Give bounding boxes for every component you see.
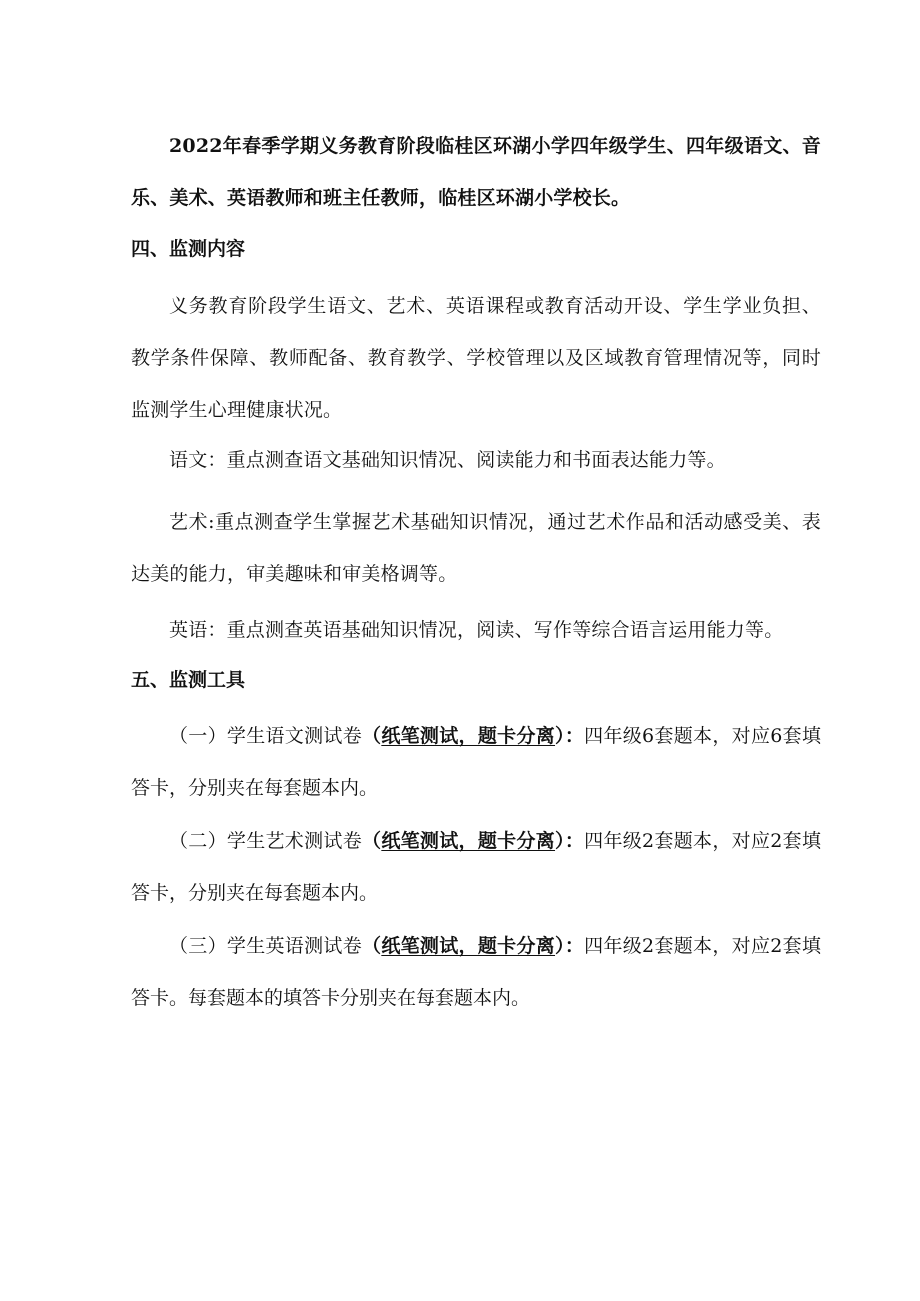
tool-item-prefix: （一）学生语文测试卷 xyxy=(169,725,363,747)
tool-item-chinese xyxy=(131,710,821,814)
tool-item-prefix: （三）学生英语测试卷 xyxy=(169,935,363,957)
chinese-monitoring-paragraph: 语文：重点测查语文基础知识情况、阅读能力和书面表达能力等。 xyxy=(169,449,726,471)
tool-item-close-paren: ）： xyxy=(555,830,585,852)
monitoring-overview-paragraph: 义务教育阶段学生语文、艺术、英语课程或教育活动开设、学生学业负担、教学条件保障、教师配备、教育教学、学校管理以及区域教育管理情况等，同时监测学生心理健康状况。 xyxy=(131,295,821,421)
tool-item-close-paren: ）： xyxy=(555,935,585,957)
tool-item-detail: 四年级2套题本，对应2套填答卡。每套题本的填答卡分别夹在每套题本内。 xyxy=(131,935,821,1009)
tool-item-close-paren: ）： xyxy=(555,725,585,747)
tool-item-detail: 四年级6套题本，对应6套填答卡，分别夹在每套题本内。 xyxy=(131,725,821,799)
tool-item-open-paren: （ xyxy=(362,725,382,747)
english-monitoring-paragraph: 英语：重点测查英语基础知识情况，阅读、写作等综合语言运用能力等。 xyxy=(169,619,784,641)
tool-item-emphasis: 纸笔测试，题卡分离 xyxy=(381,725,556,747)
tool-item-open-paren: （ xyxy=(362,935,382,957)
art-monitoring-paragraph: 艺术:重点测查学生掌握艺术基础知识情况，通过艺术作品和活动感受美、表达美的能力，审美趣味和审美格调等。 xyxy=(131,511,821,585)
intro-paragraph: 2022年春季学期义务教育阶段临桂区环湖小学四年级学生、四年级语文、音乐、美术、英语教师和班主任教师，临桂区环湖小学校长。 xyxy=(131,135,821,209)
tool-item-prefix: （二）学生艺术测试卷 xyxy=(169,830,363,852)
tool-item-detail: 四年级2套题本，对应2套填答卡，分别夹在每套题本内。 xyxy=(131,830,821,904)
section-4-heading: 四、监测内容 xyxy=(131,238,246,260)
tool-item-english xyxy=(131,920,821,1024)
tool-item-art xyxy=(131,815,821,919)
tool-item-open-paren: （ xyxy=(362,830,382,852)
section-5-heading: 五、监测工具 xyxy=(131,669,246,691)
tool-item-emphasis: 纸笔测试，题卡分离 xyxy=(381,830,556,852)
tool-item-emphasis: 纸笔测试，题卡分离 xyxy=(381,935,556,957)
